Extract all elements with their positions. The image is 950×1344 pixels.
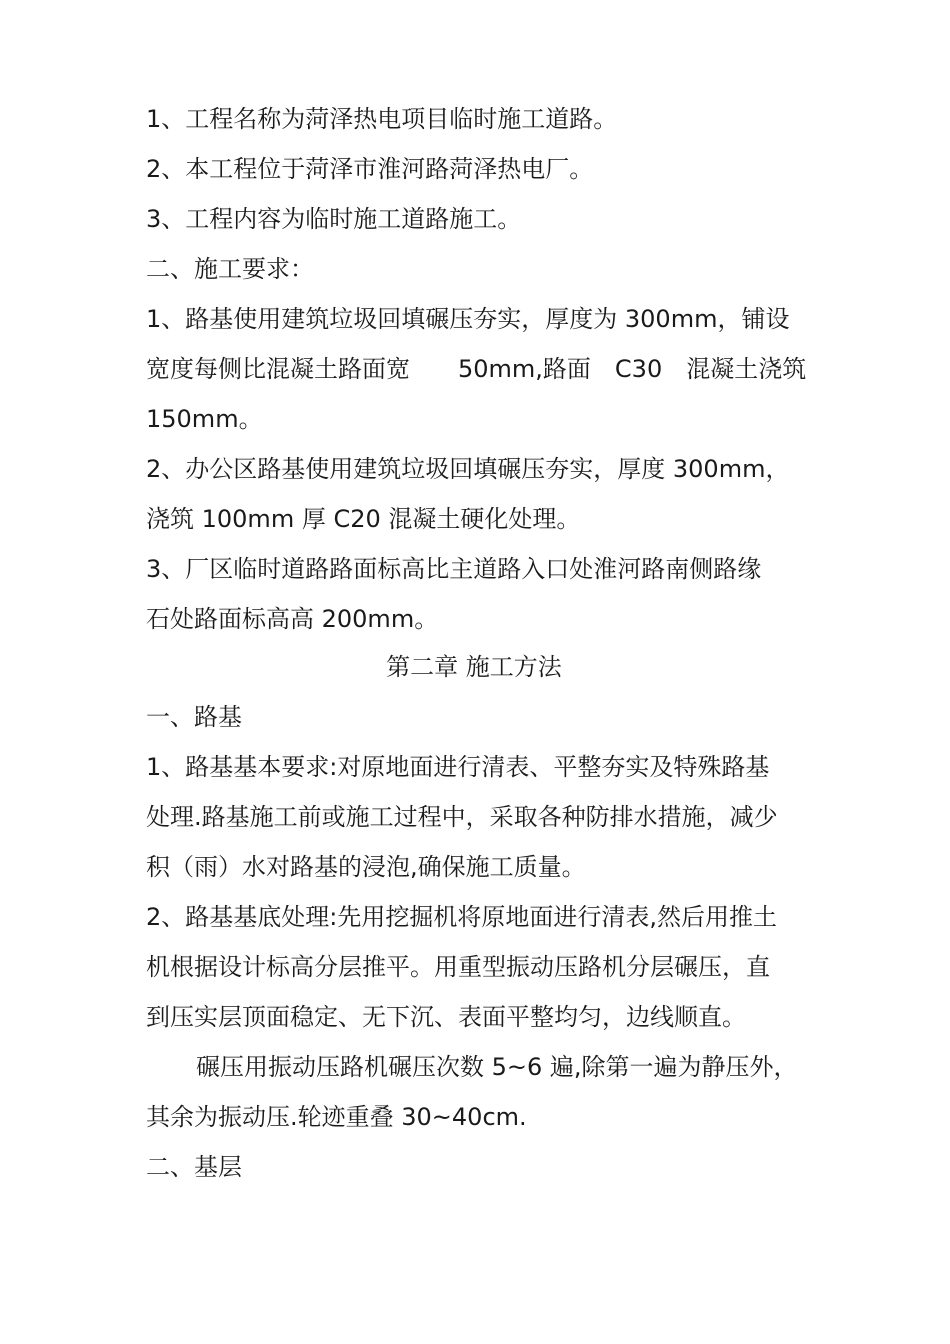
requirement-1-line-1: 1、路基使用建筑垃圾回填碾压夯实，厚度为 300mm，铺设 — [146, 305, 790, 333]
requirement-1-line-2: 宽度每侧比混凝土路面宽 50mm,路面 C30 混凝土浇筑 — [146, 355, 807, 383]
chapter-title: 第二章 施工方法 — [386, 653, 562, 681]
subgrade-1-line-1: 1、路基基本要求:对原地面进行清表、平整夯实及特殊路基 — [146, 753, 770, 781]
section-heading-subgrade: 一、路基 — [146, 703, 242, 731]
subgrade-2-line-3: 到压实层顶面稳定、无下沉、表面平整均匀，边线顺直。 — [146, 1003, 746, 1031]
section-heading-requirements: 二、施工要求： — [146, 255, 314, 283]
subgrade-1-line-2: 处理.路基施工前或施工过程中，采取各种防排水措施，减少 — [146, 803, 778, 831]
subgrade-2-line-1: 2、路基基底处理:先用挖掘机将原地面进行清表,然后用推土 — [146, 903, 777, 931]
subgrade-2-line-2: 机根据设计标高分层推平。用重型振动压路机分层碾压，直 — [146, 953, 770, 981]
project-name-line: 1、工程名称为菏泽热电项目临时施工道路。 — [146, 105, 618, 133]
section-heading-base-layer: 二、基层 — [146, 1153, 242, 1181]
requirement-3-line-2: 石处路面标高高 200mm。 — [146, 605, 439, 633]
compaction-line-1: 碾压用振动压路机碾压次数 5~6 遍,除第一遍为静压外， — [196, 1053, 798, 1081]
compaction-line-2: 其余为振动压.轮迹重叠 30~40cm. — [146, 1103, 527, 1131]
requirement-2-line-1: 2、办公区路基使用建筑垃圾回填碾压夯实，厚度 300mm， — [146, 455, 790, 483]
subgrade-1-line-3: 积（雨）水对路基的浸泡,确保施工质量。 — [146, 853, 586, 881]
project-content-line: 3、工程内容为临时施工道路施工。 — [146, 205, 522, 233]
requirement-3-line-1: 3、厂区临时道路路面标高比主道路入口处淮河路南侧路缘 — [146, 555, 762, 583]
requirement-1-line-3: 150mm。 — [146, 405, 263, 433]
requirement-2-line-2: 浇筑 100mm 厚 C20 混凝土硬化处理。 — [146, 505, 581, 533]
project-location-line: 2、本工程位于菏泽市淮河路菏泽热电厂。 — [146, 155, 594, 183]
